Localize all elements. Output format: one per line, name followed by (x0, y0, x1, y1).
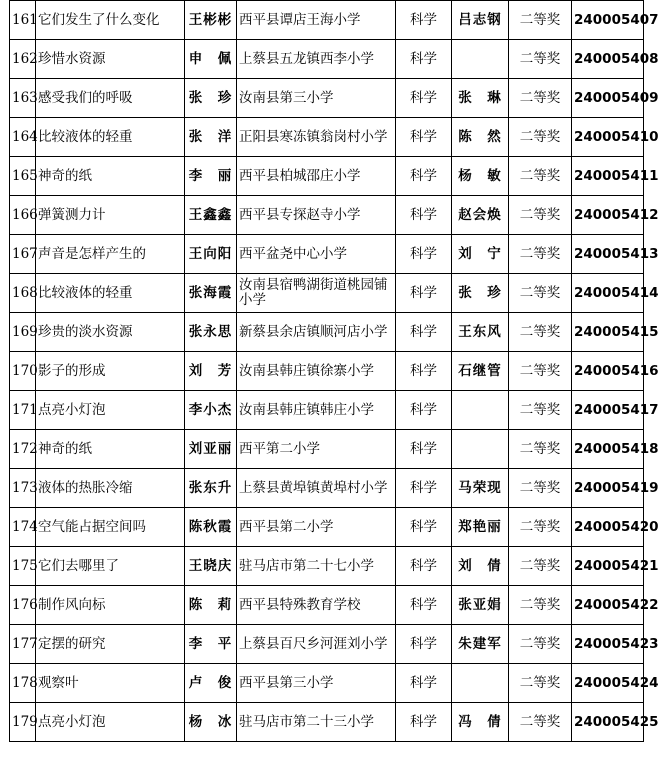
advisor-name (452, 40, 509, 79)
table-row (10, 625, 644, 664)
author-name: 张 洋 (185, 118, 237, 157)
table-row (10, 118, 644, 157)
table-row (10, 79, 644, 118)
subject: 科学 (396, 625, 452, 664)
advisor-name: 赵会焕 (452, 196, 509, 235)
certificate-number: 240005419 (572, 469, 644, 508)
award-level: 二等奖 (509, 40, 572, 79)
certificate-number: 240005422 (572, 586, 644, 625)
advisor-name: 吕志钢 (452, 1, 509, 40)
subject: 科学 (396, 430, 452, 469)
subject: 科学 (396, 664, 452, 703)
table-row (10, 391, 644, 430)
work-title: 液体的热胀冷缩 (36, 469, 185, 508)
school-name: 西平县专探赵寺小学 (237, 196, 396, 235)
row-index: 168 (10, 274, 36, 313)
award-level: 二等奖 (509, 391, 572, 430)
advisor-name: 刘 倩 (452, 547, 509, 586)
author-name: 李 平 (185, 625, 237, 664)
subject: 科学 (396, 547, 452, 586)
author-name: 申 佩 (185, 40, 237, 79)
work-title: 观察叶 (36, 664, 185, 703)
advisor-name: 张亚娟 (452, 586, 509, 625)
row-index: 171 (10, 391, 36, 430)
row-index: 164 (10, 118, 36, 157)
table-row (10, 313, 644, 352)
advisor-name: 石继管 (452, 352, 509, 391)
work-title: 声音是怎样产生的 (36, 235, 185, 274)
advisor-name: 杨 敏 (452, 157, 509, 196)
row-index: 178 (10, 664, 36, 703)
certificate-number: 240005418 (572, 430, 644, 469)
row-index: 161 (10, 1, 36, 40)
table-row (10, 703, 644, 742)
row-index: 170 (10, 352, 36, 391)
work-title: 空气能占据空间吗 (36, 508, 185, 547)
author-name: 刘 芳 (185, 352, 237, 391)
row-index: 167 (10, 235, 36, 274)
advisor-name: 陈 然 (452, 118, 509, 157)
work-title: 制作风向标 (36, 586, 185, 625)
certificate-number: 240005407 (572, 1, 644, 40)
advisor-name: 郑艳丽 (452, 508, 509, 547)
school-name: 西平盆尧中心小学 (237, 235, 396, 274)
subject: 科学 (396, 274, 452, 313)
author-name: 张东升 (185, 469, 237, 508)
table-row (10, 352, 644, 391)
subject: 科学 (396, 586, 452, 625)
award-level: 二等奖 (509, 430, 572, 469)
subject: 科学 (396, 40, 452, 79)
table-row (10, 40, 644, 79)
award-level: 二等奖 (509, 352, 572, 391)
school-name: 正阳县寒冻镇翁岗村小学 (237, 118, 396, 157)
subject: 科学 (396, 157, 452, 196)
table-row (10, 430, 644, 469)
subject: 科学 (396, 1, 452, 40)
author-name: 王向阳 (185, 235, 237, 274)
award-level: 二等奖 (509, 274, 572, 313)
advisor-name: 朱建军 (452, 625, 509, 664)
subject: 科学 (396, 196, 452, 235)
award-level: 二等奖 (509, 1, 572, 40)
table-row (10, 586, 644, 625)
advisor-name (452, 391, 509, 430)
school-name: 西平县第二小学 (237, 508, 396, 547)
work-title: 珍贵的淡水资源 (36, 313, 185, 352)
advisor-name (452, 430, 509, 469)
advisor-name: 张 珍 (452, 274, 509, 313)
row-index: 176 (10, 586, 36, 625)
author-name: 陈 莉 (185, 586, 237, 625)
table-row (10, 1, 644, 40)
work-title: 弹簧测力计 (36, 196, 185, 235)
school-name: 汝南县宿鸭湖街道桃园铺小学 (237, 274, 396, 313)
author-name: 陈秋霞 (185, 508, 237, 547)
award-level: 二等奖 (509, 508, 572, 547)
school-name: 上蔡县五龙镇西李小学 (237, 40, 396, 79)
school-name: 汝南县韩庄镇徐寨小学 (237, 352, 396, 391)
subject: 科学 (396, 313, 452, 352)
award-level: 二等奖 (509, 586, 572, 625)
work-title: 感受我们的呼吸 (36, 79, 185, 118)
certificate-number: 240005417 (572, 391, 644, 430)
work-title: 它们发生了什么变化 (36, 1, 185, 40)
table-row (10, 469, 644, 508)
advisor-name: 刘 宁 (452, 235, 509, 274)
school-name: 新蔡县余店镇顺河店小学 (237, 313, 396, 352)
certificate-number: 240005408 (572, 40, 644, 79)
certificate-number: 240005416 (572, 352, 644, 391)
table-row (10, 274, 644, 313)
certificate-number: 240005412 (572, 196, 644, 235)
table-row (10, 235, 644, 274)
table-row (10, 547, 644, 586)
award-level: 二等奖 (509, 79, 572, 118)
author-name: 王彬彬 (185, 1, 237, 40)
subject: 科学 (396, 469, 452, 508)
award-level: 二等奖 (509, 469, 572, 508)
row-index: 172 (10, 430, 36, 469)
author-name: 张 珍 (185, 79, 237, 118)
work-title: 神奇的纸 (36, 430, 185, 469)
certificate-number: 240005415 (572, 313, 644, 352)
school-name: 西平县第三小学 (237, 664, 396, 703)
awards-table (9, 0, 659, 742)
school-name: 西平县柏城邵庄小学 (237, 157, 396, 196)
award-level: 二等奖 (509, 196, 572, 235)
school-name: 西平县特殊教育学校 (237, 586, 396, 625)
row-index: 165 (10, 157, 36, 196)
author-name: 张永思 (185, 313, 237, 352)
table-row (10, 196, 644, 235)
work-title: 定摆的研究 (36, 625, 185, 664)
author-name: 王晓庆 (185, 547, 237, 586)
certificate-number: 240005424 (572, 664, 644, 703)
row-index: 169 (10, 313, 36, 352)
advisor-name (452, 664, 509, 703)
work-title: 比较液体的轻重 (36, 274, 185, 313)
certificate-number: 240005421 (572, 547, 644, 586)
award-level: 二等奖 (509, 235, 572, 274)
school-name: 汝南县第三小学 (237, 79, 396, 118)
school-name: 上蔡县黄埠镇黄埠村小学 (237, 469, 396, 508)
certificate-number: 240005410 (572, 118, 644, 157)
row-index: 179 (10, 703, 36, 742)
subject: 科学 (396, 79, 452, 118)
award-level: 二等奖 (509, 547, 572, 586)
certificate-number: 240005413 (572, 235, 644, 274)
row-index: 173 (10, 469, 36, 508)
award-level: 二等奖 (509, 703, 572, 742)
advisor-name: 张 琳 (452, 79, 509, 118)
award-level: 二等奖 (509, 664, 572, 703)
author-name: 刘亚丽 (185, 430, 237, 469)
advisor-name: 马荣现 (452, 469, 509, 508)
subject: 科学 (396, 118, 452, 157)
work-title: 神奇的纸 (36, 157, 185, 196)
award-level: 二等奖 (509, 625, 572, 664)
table-body (10, 1, 659, 742)
award-level: 二等奖 (509, 157, 572, 196)
certificate-number: 240005420 (572, 508, 644, 547)
subject: 科学 (396, 235, 452, 274)
author-name: 王鑫鑫 (185, 196, 237, 235)
school-name: 西平第二小学 (237, 430, 396, 469)
row-index: 175 (10, 547, 36, 586)
row-index: 177 (10, 625, 36, 664)
school-name: 驻马店市第二十七小学 (237, 547, 396, 586)
work-title: 比较液体的轻重 (36, 118, 185, 157)
award-level: 二等奖 (509, 313, 572, 352)
school-name: 驻马店市第二十三小学 (237, 703, 396, 742)
advisor-name: 冯 倩 (452, 703, 509, 742)
award-level: 二等奖 (509, 118, 572, 157)
school-name: 汝南县韩庄镇韩庄小学 (237, 391, 396, 430)
advisor-name: 王东风 (452, 313, 509, 352)
author-name: 张海霞 (185, 274, 237, 313)
table-row (10, 508, 644, 547)
author-name: 卢 俊 (185, 664, 237, 703)
author-name: 李 丽 (185, 157, 237, 196)
row-index: 163 (10, 79, 36, 118)
subject: 科学 (396, 703, 452, 742)
work-title: 它们去哪里了 (36, 547, 185, 586)
row-index: 166 (10, 196, 36, 235)
school-name: 上蔡县百尺乡河涯刘小学 (237, 625, 396, 664)
author-name: 李小杰 (185, 391, 237, 430)
author-name: 杨 冰 (185, 703, 237, 742)
subject: 科学 (396, 508, 452, 547)
certificate-number: 240005414 (572, 274, 644, 313)
subject: 科学 (396, 391, 452, 430)
table-row (10, 664, 644, 703)
table-row (10, 157, 644, 196)
school-name: 西平县谭店王海小学 (237, 1, 396, 40)
work-title: 点亮小灯泡 (36, 703, 185, 742)
row-index: 162 (10, 40, 36, 79)
certificate-number: 240005425 (572, 703, 644, 742)
work-title: 点亮小灯泡 (36, 391, 185, 430)
certificate-number: 240005411 (572, 157, 644, 196)
subject: 科学 (396, 352, 452, 391)
work-title: 影子的形成 (36, 352, 185, 391)
row-index: 174 (10, 508, 36, 547)
certificate-number: 240005409 (572, 79, 644, 118)
certificate-number: 240005423 (572, 625, 644, 664)
work-title: 珍惜水资源 (36, 40, 185, 79)
